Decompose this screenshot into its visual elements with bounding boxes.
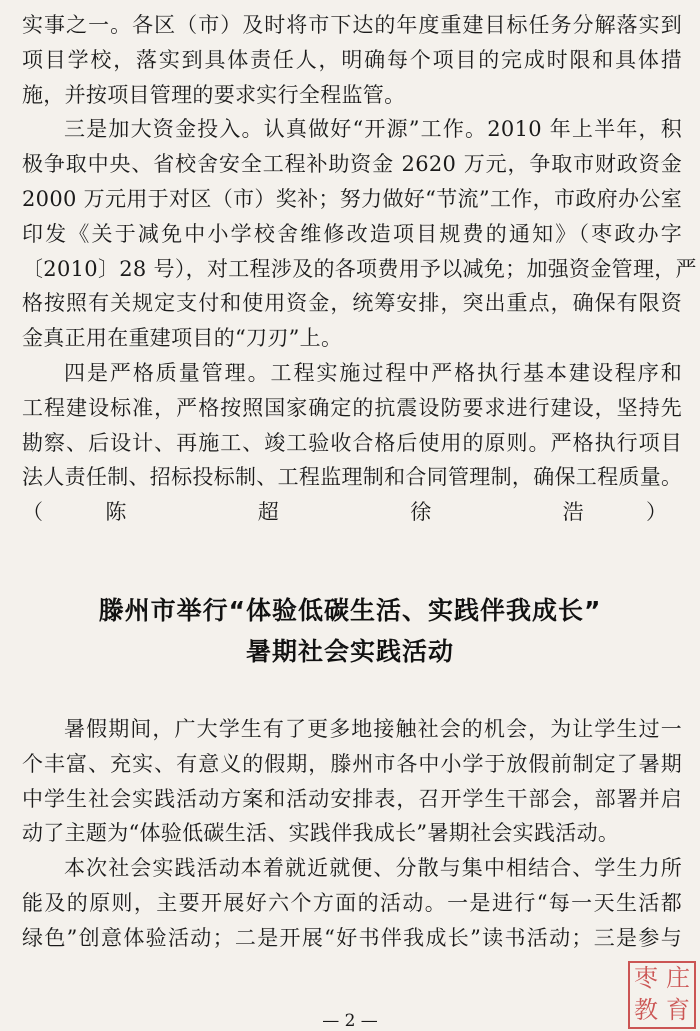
body-line: 动了主题为“体验低碳生活、实践伴我成长”暑期社会实践活动。 — [22, 821, 620, 846]
article-title-line-2: 暑期社会实践活动 — [245, 637, 454, 666]
body-line: 四是严格质量管理。工程实施过程中严格执行基本建设程序和 — [64, 360, 682, 385]
author-signature: （陈 超 徐 浩） — [22, 500, 676, 525]
body-line: 极争取中央、省校舍安全工程补助资金 2620 万元，争取市财政资金 — [22, 152, 682, 177]
body-line: 勘察、后设计、再施工、竣工验收合格后使用的原则。严格执行项目 — [22, 430, 682, 455]
body-line: 三是加大资金投入。认真做好“开源”工作。2010 年上半年，积 — [64, 117, 682, 142]
body-line: 法人责任制、招标投标制、工程监理制和合同管理制，确保工程质量。 — [22, 465, 683, 490]
body-line: 〔2010〕28 号），对工程涉及的各项费用予以减免；加强资金管理，严 — [22, 256, 697, 281]
body-line: 暑假期间，广大学生有了更多地接触社会的机会，为让学生过一 — [64, 717, 682, 741]
seal-char: 育 — [666, 996, 690, 1024]
body-line: 格按照有关规定支付和使用资金，统筹安排，突出重点，确保有限资 — [22, 291, 682, 316]
body-line: 绿色”创意体验活动；二是开展“好书伴我成长”读书活动；三是参与 — [22, 925, 682, 950]
body-line: 工程建设标准，严格按照国家确定的抗震设防要求进行建设，坚持先 — [22, 395, 682, 420]
body-line: 本次社会实践活动本着就近就便、分散与集中相结合、学生力所 — [64, 856, 682, 881]
body-line: 项目学校，落实到具体责任人，明确每个项目的完成时限和具体措 — [22, 47, 682, 72]
body-line: 中学生社会实践活动方案和活动安排表，召开学生干部会，部署并启 — [22, 786, 682, 811]
article-title-line-1: 滕州市举行“体验低碳生活、实践伴我成长” — [98, 596, 602, 625]
body-line: 施，并按项目管理的要求实行全程监管。 — [22, 82, 406, 107]
body-line: 能及的原则，主要开展好六个方面的活动。一是进行“每一天生活都 — [22, 890, 682, 915]
seal-char: 枣 — [634, 964, 658, 992]
page-number: — 2 — — [322, 1011, 378, 1031]
body-line: 个丰富、充实、有意义的假期，滕州市各中小学于放假前制定了暑期 — [22, 751, 682, 776]
body-line: 金真正用在重建项目的“刀刃”上。 — [22, 326, 343, 351]
body-line: 印发《关于减免中小学校舍维修改造项目规费的通知》（枣政办字 — [22, 221, 682, 246]
seal-char: 教 — [634, 996, 658, 1024]
body-line: 2000 万元用于对区（市）奖补；努力做好“节流”工作，市政府办公室 — [22, 186, 682, 211]
seal-stamp — [628, 961, 696, 1029]
previous-article-body — [22, 8, 697, 530]
seal-char: 庄 — [666, 964, 690, 992]
body-line: 实事之一。各区（市）及时将市下达的年度重建目标任务分解落实到 — [22, 13, 682, 37]
article-body — [22, 712, 682, 956]
